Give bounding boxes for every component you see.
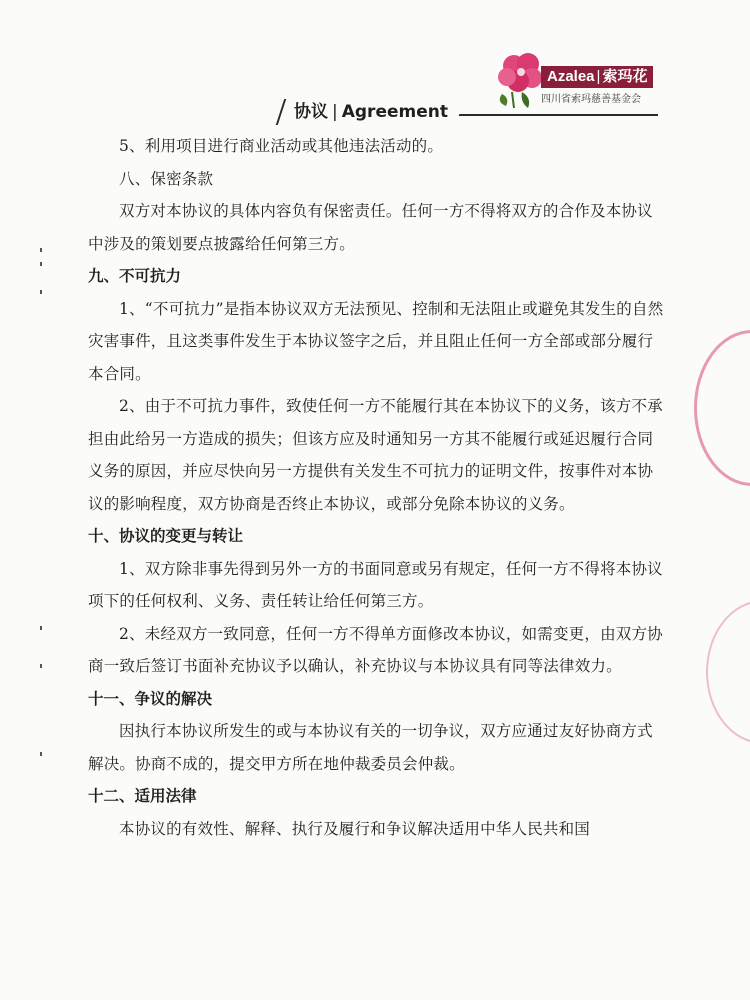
scan-speck (40, 752, 42, 756)
document-title-tab: 协议 | Agreement (276, 99, 464, 125)
foundation-name: 四川省索玛慈善基金会 (541, 94, 641, 105)
clause-paragraph: 1、双方除非事先得到另外一方的书面同意或另有规定，任何一方不得将本协议项下的任何权利、义务、责任转让给任何第三方。 (88, 559, 663, 610)
section-heading-force-majeure: 九、不可抗力 (88, 267, 182, 285)
section-heading-governing-law: 十二、适用法律 (88, 787, 197, 805)
brand-name-cn: 索玛花 (602, 68, 648, 85)
red-seal-stamp (694, 330, 750, 486)
faint-seal-stamp (706, 600, 750, 744)
title-en: Agreement (341, 102, 448, 122)
clause-paragraph: 1、“不可抗力”是指本协议双方无法预见、控制和无法阻止或避免其发生的自然灾害事件，且这类事件发生于本协议签字之后，并且阻止任何一方全部或部分履行本合同。 (88, 299, 664, 383)
title-cn: 协议 (294, 102, 328, 122)
clause-paragraph: 2、由于不可抗力事件，致使任何一方不能履行其在本协议下的义务，该方不承担由此给另一方造成的损失；但该方应及时通知另一方其不能履行或延迟履行合同义务的原因，并应尽快向另一方提供有关发生不可抗力的证明文件，按事件对本协议的影响程度，双方协商是否终止本协议，或部分免除本协议的义务。 (88, 397, 663, 513)
clause-paragraph: 2、未经双方一致同意，任何一方不得单方面修改本协议，如需变更，由双方协商一致后签订书面补充协议予以确认，补充协议与本协议具有同等法律效力。 (88, 624, 663, 675)
section-heading-confidentiality: 八、保密条款 (119, 169, 214, 188)
agreement-body (88, 130, 668, 845)
scan-speck (40, 290, 42, 294)
section-heading-dispute: 十一、争议的解决 (88, 689, 213, 708)
scan-speck (40, 248, 42, 252)
brand-name-en: Azalea (547, 68, 595, 85)
scan-speck (40, 626, 42, 630)
scan-speck (40, 664, 42, 668)
brand-logo-banner: Azalea | 索玛花 (541, 66, 653, 88)
scan-speck (40, 262, 42, 266)
section-heading-amendment: 十、协议的变更与转让 (88, 527, 244, 545)
clause-paragraph: 本协议的有效性、解释、执行及履行和争议解决适用中华人民共和国 (119, 819, 591, 838)
clause-item: 5、利用项目进行商业活动或其他违法活动的。 (119, 137, 444, 155)
clause-paragraph: 双方对本协议的具体内容负有保密责任。任何一方不得将双方的合作及本协议中涉及的策划要点披露给任何第三方。 (88, 202, 653, 253)
clause-paragraph: 因执行本协议所发生的或与本协议有关的一切争议，双方应通过友好协商方式解决。协商不成的，提交甲方所在地仲裁委员会仲裁。 (88, 722, 653, 773)
